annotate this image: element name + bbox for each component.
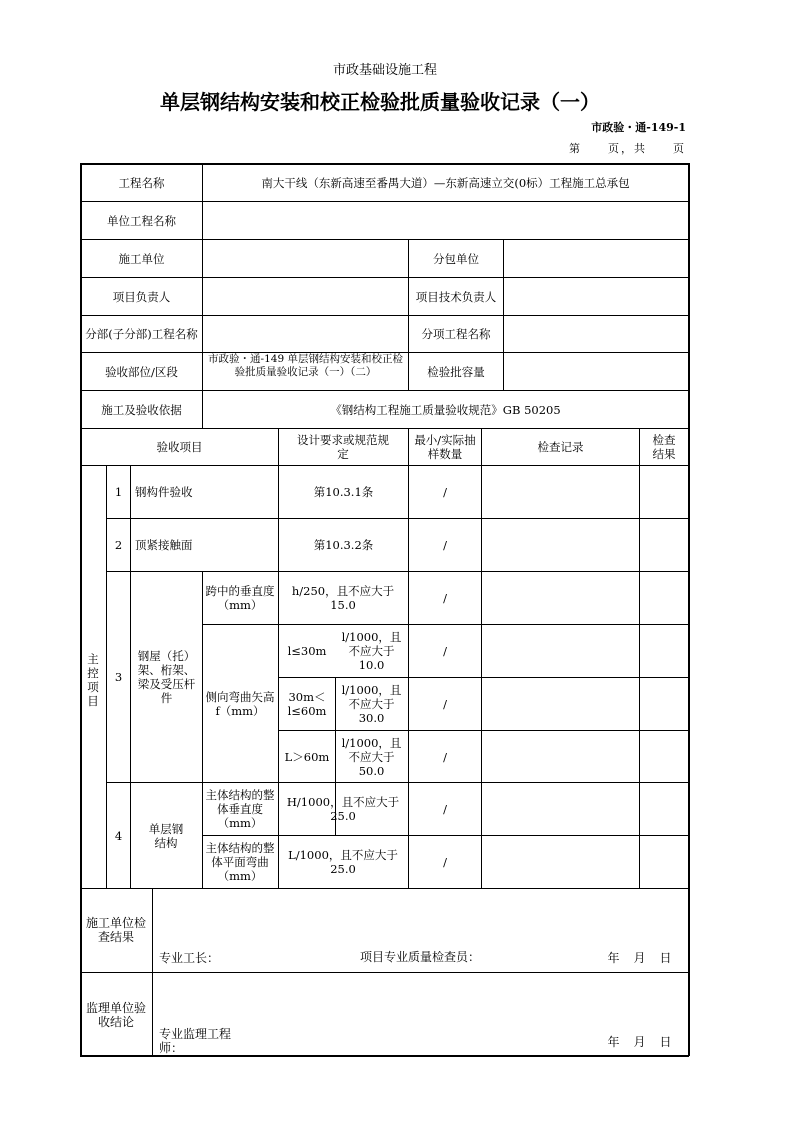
- basis-label: 施工及验收依据: [101, 402, 182, 417]
- row-4-sub2-record[interactable]: [482, 836, 639, 888]
- row-3-record-c[interactable]: [482, 731, 639, 782]
- project-manager-field[interactable]: [203, 278, 408, 315]
- row-2-record[interactable]: [482, 519, 639, 571]
- qc-inspector-label: 项目专业质量检查员：: [360, 950, 480, 964]
- sub-division-field[interactable]: [203, 316, 408, 352]
- row-3-req-b: l/1000，且不应大于30.0: [341, 683, 402, 725]
- batch-capacity-field[interactable]: [504, 353, 688, 390]
- unit-project-field[interactable]: [203, 202, 688, 239]
- row-3-sub1-sample: /: [443, 591, 447, 605]
- sub-item-label: 分项工程名称: [421, 327, 491, 341]
- row-4-sub1-result[interactable]: [640, 783, 688, 835]
- supervisor-label: 专业监理工程师：: [159, 1027, 232, 1055]
- row-2-no: 2: [114, 538, 123, 552]
- row-4-sub2-sample: /: [443, 855, 447, 869]
- subcontract-unit-label: 分包单位: [433, 251, 479, 266]
- page-title: 单层钢结构安装和校正检验批质量验收记录（一）: [160, 90, 600, 114]
- row-3-req-a: l/1000，且不应大于10.0: [341, 630, 402, 672]
- construction-unit-field[interactable]: [203, 240, 408, 277]
- row-3-sample-c: /: [443, 749, 447, 764]
- date-1: 年 月 日: [607, 951, 673, 965]
- row-3-sub1-record[interactable]: [482, 572, 639, 624]
- row-2-req: 第10.3.2条: [313, 538, 374, 552]
- row-3-sub1-name: 跨中的垂直度（mm）: [205, 584, 275, 612]
- project-manager-label: 项目负责人: [112, 289, 171, 304]
- tech-manager-field[interactable]: [504, 278, 688, 315]
- page-info: 第 页，共 页: [569, 142, 686, 155]
- foreman-label: 专业工长：: [159, 951, 220, 965]
- row-4-sub1-sample: /: [443, 802, 447, 816]
- sub-division-label: 分部(子分部)工程名称: [85, 327, 198, 341]
- subcontract-unit-field[interactable]: [504, 240, 688, 277]
- row-3-sub2-name: 侧向弯曲矢高 f（mm）: [205, 689, 275, 718]
- row-1-req: 第10.3.1条: [313, 485, 374, 499]
- row-4-no: 4: [114, 828, 123, 843]
- location-label: 验收部位/区段: [105, 364, 178, 379]
- row-2-sample: /: [443, 538, 447, 552]
- top-title: 市政基础设施工程: [332, 63, 437, 78]
- row-4-sub2-name: 主体结构的整体平面弯曲（mm）: [205, 841, 275, 883]
- row-1-result[interactable]: [640, 466, 688, 518]
- row-4-name: 单层钢结构: [148, 821, 184, 850]
- row-2-result[interactable]: [640, 519, 688, 571]
- row-1-no: 1: [114, 485, 123, 499]
- row-1-sample: /: [443, 485, 447, 499]
- form-code: 市政验・通-149-1: [591, 121, 686, 134]
- row-3-sample-b: /: [443, 697, 447, 711]
- row-3-cond-c: L＞60m: [284, 749, 330, 764]
- row-3-result-b[interactable]: [640, 678, 688, 730]
- result-header: 检查结果: [652, 433, 676, 461]
- row-2-name: 顶紧接触面: [135, 538, 193, 552]
- row-3-no: 3: [114, 670, 123, 684]
- batch-capacity-label: 检验批容量: [427, 364, 485, 379]
- row-3-req-c: l/1000，且不应大于50.0: [341, 735, 402, 778]
- sample-header: 最小/实际抽样数量: [414, 433, 476, 461]
- item-header: 验收项目: [156, 440, 203, 454]
- unit-project-label: 单位工程名称: [107, 213, 176, 228]
- location-value: 市政验・通-149 单层钢结构安装和校正检验批质量验收记录（一）（二）: [208, 353, 403, 378]
- row-3-result-c[interactable]: [640, 731, 688, 782]
- row-3-record-a[interactable]: [482, 625, 639, 677]
- row-3-record-b[interactable]: [482, 678, 639, 730]
- sub-item-field[interactable]: [504, 316, 688, 352]
- row-4-sub2-req: L/1000，且不应大于25.0: [288, 848, 398, 876]
- row-4-sub1-name: 主体结构的整体垂直度（mm）: [205, 788, 275, 830]
- date-2: 年 月 日: [607, 1035, 673, 1049]
- design-req-header: 设计要求或规范规定: [297, 433, 389, 461]
- basis-value: 《钢结构工程施工质量验收规范》GB 50205: [330, 402, 561, 417]
- row-3-sub1-req: h/250，且不应大于15.0: [291, 584, 395, 612]
- construction-unit-label: 施工单位: [118, 251, 165, 266]
- row-4-sub2-result[interactable]: [640, 836, 688, 888]
- main-control-label: 主控项目: [87, 652, 99, 708]
- row-3-name: 钢屋（托）架、桁架、梁及受压杆件: [137, 649, 196, 705]
- row-4-sub1-req: H/1000，且不应大于25.0: [286, 795, 400, 823]
- record-header: 检查记录: [537, 440, 584, 454]
- row-4-sub1-record[interactable]: [482, 783, 639, 835]
- construction-check-label: 施工单位检查结果: [86, 916, 146, 944]
- row-1-name: 钢构件验收: [135, 485, 193, 499]
- row-3-sample-a: /: [443, 644, 447, 658]
- tech-manager-label: 项目技术负责人: [415, 289, 497, 304]
- row-3-cond-b: 30m＜l≤60m: [287, 690, 327, 718]
- row-3-sub1-result[interactable]: [640, 572, 688, 624]
- row-3-cond-a: l≤30m: [287, 644, 327, 658]
- row-1-record[interactable]: [482, 466, 639, 518]
- project-name-value: 南大干线（东新高速至番禺大道）—东新高速立交(0标）工程施工总承包: [261, 175, 630, 190]
- project-name-label: 工程名称: [118, 175, 165, 190]
- row-3-result-a[interactable]: [640, 625, 688, 677]
- supervision-label: 监理单位验收结论: [86, 1001, 146, 1029]
